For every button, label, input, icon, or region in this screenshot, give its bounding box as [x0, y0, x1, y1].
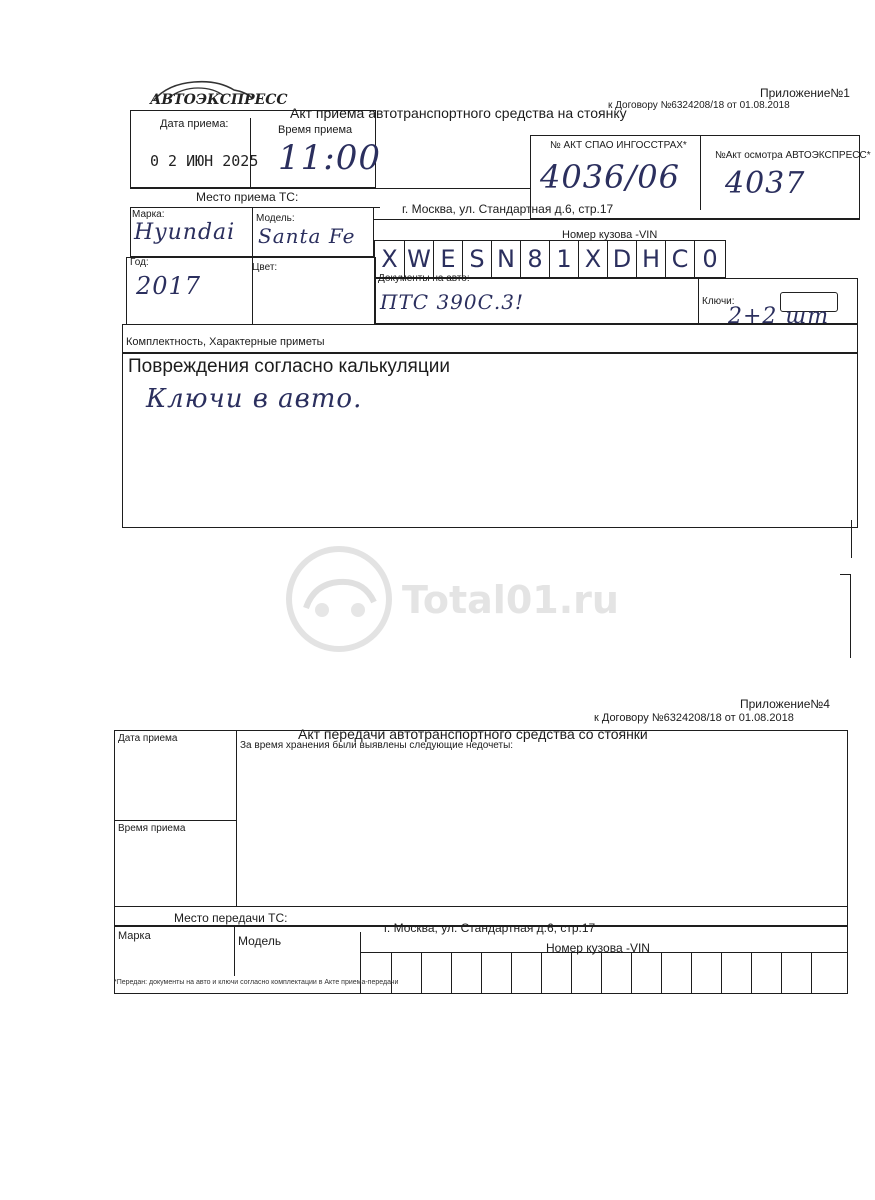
vin-cell-empty	[481, 952, 511, 993]
vin-cell-empty	[811, 952, 847, 993]
place-label-2: Место передачи ТС:	[174, 911, 288, 925]
footnote: *Передан: документы на авто и ключи согласно комплектации в Акте приема-передачи	[114, 979, 399, 986]
transfer-grid	[114, 730, 848, 926]
keys-label: Ключи:	[702, 296, 735, 307]
vin-grid-2	[360, 952, 848, 994]
damage-text: Повреждения согласно калькуляции	[128, 356, 450, 377]
act-title-2: Акт передачи автотранспортного средства со стоянки	[298, 726, 648, 742]
vin-cell-empty	[511, 952, 541, 993]
vin-char: H	[636, 241, 665, 277]
vin-char: 1	[549, 241, 578, 277]
place-value-2: г. Москва, ул. Стандартная д.6, стр.17	[384, 921, 596, 935]
ingos-act-number: 4036/06	[540, 158, 680, 196]
time-value: 11:00	[278, 138, 381, 178]
model-label: Модель:	[256, 213, 295, 224]
vin-label-2: Номер кузова -VIN	[546, 941, 650, 955]
shortage-label: За время хранения были выявлены следующие недочеты:	[240, 740, 514, 751]
vin-cell-empty	[391, 952, 421, 993]
model-value: Santa Fe	[258, 224, 356, 248]
equipment-label: Комплектность, Характерные приметы	[126, 336, 325, 348]
vin-char: 0	[694, 241, 725, 277]
vin-cell-empty	[691, 952, 721, 993]
vin-char: D	[607, 241, 636, 277]
keys-value: 2+2 шт	[728, 304, 830, 329]
time-label: Время приема	[278, 124, 353, 136]
vin-cell-empty	[601, 952, 631, 993]
date-label-2: Дата приема	[118, 733, 178, 744]
place-value: г. Москва, ул. Стандартная д.6, стр.17	[402, 202, 614, 216]
vin-char: N	[491, 241, 520, 277]
vin-char: C	[665, 241, 694, 277]
vin-char: S	[462, 241, 491, 277]
handwritten-note: Ключи в авто.	[146, 384, 363, 414]
autoexpress-label: №Акт осмотра АВТОЭКСПРЕСС*	[715, 150, 871, 161]
vin-cell-empty	[631, 952, 661, 993]
vin-char: 8	[520, 241, 549, 277]
vin-cell-empty	[751, 952, 781, 993]
watermark-text: Total01.ru	[402, 578, 619, 622]
year-value: 2017	[136, 272, 202, 300]
damage-box	[122, 352, 858, 528]
date-label: Дата приема:	[160, 118, 229, 130]
watermark-logo-icon	[284, 544, 394, 654]
time-label-2: Время приема	[118, 823, 186, 834]
docs-value: ПТС 390С.3!	[380, 290, 525, 314]
place-label: Место приема ТС:	[196, 190, 299, 204]
vin-cell-empty	[451, 952, 481, 993]
date-stamp: 0 2 ИЮН 2025	[150, 152, 259, 170]
brand-value: Hyundai	[134, 220, 236, 245]
vin-cell-empty	[721, 952, 751, 993]
vin-cell-empty	[571, 952, 601, 993]
vin-label: Номер кузова -VIN	[562, 229, 658, 241]
appendix-label-2: Приложение№4	[740, 697, 830, 711]
vin-cell-empty	[361, 952, 391, 993]
vin-cell-empty	[541, 952, 571, 993]
logo-text: АВТОЭКСПРЕСС	[150, 92, 288, 108]
model-label-2: Модель	[238, 934, 282, 948]
vin-char: W	[404, 241, 433, 277]
vin-char: E	[433, 241, 462, 277]
brand-label: Марка:	[132, 209, 165, 220]
contract-reference: к Договору №6324208/18 от 01.08.2018	[608, 100, 790, 111]
brand-label-2: Марка	[118, 930, 151, 942]
year-label: Год:	[130, 257, 149, 268]
vin-cell-empty	[421, 952, 451, 993]
color-label: Цвет:	[252, 262, 278, 273]
vin-char: X	[578, 241, 607, 277]
vin-cell-empty	[781, 952, 811, 993]
ingos-label: № АКТ СПАО ИНГОССТРАХ*	[550, 140, 687, 151]
appendix-label: Приложение№1	[760, 86, 850, 100]
act-title: Акт приема автотранспортного средства на стоянку	[290, 105, 627, 121]
autoexpress-act-number: 4037	[725, 166, 806, 201]
contract-reference-2: к Договору №6324208/18 от 01.08.2018	[594, 712, 794, 724]
docs-label: Документы на авто:	[378, 273, 470, 284]
vin-char: X	[381, 245, 398, 273]
vin-cell-empty	[661, 952, 691, 993]
